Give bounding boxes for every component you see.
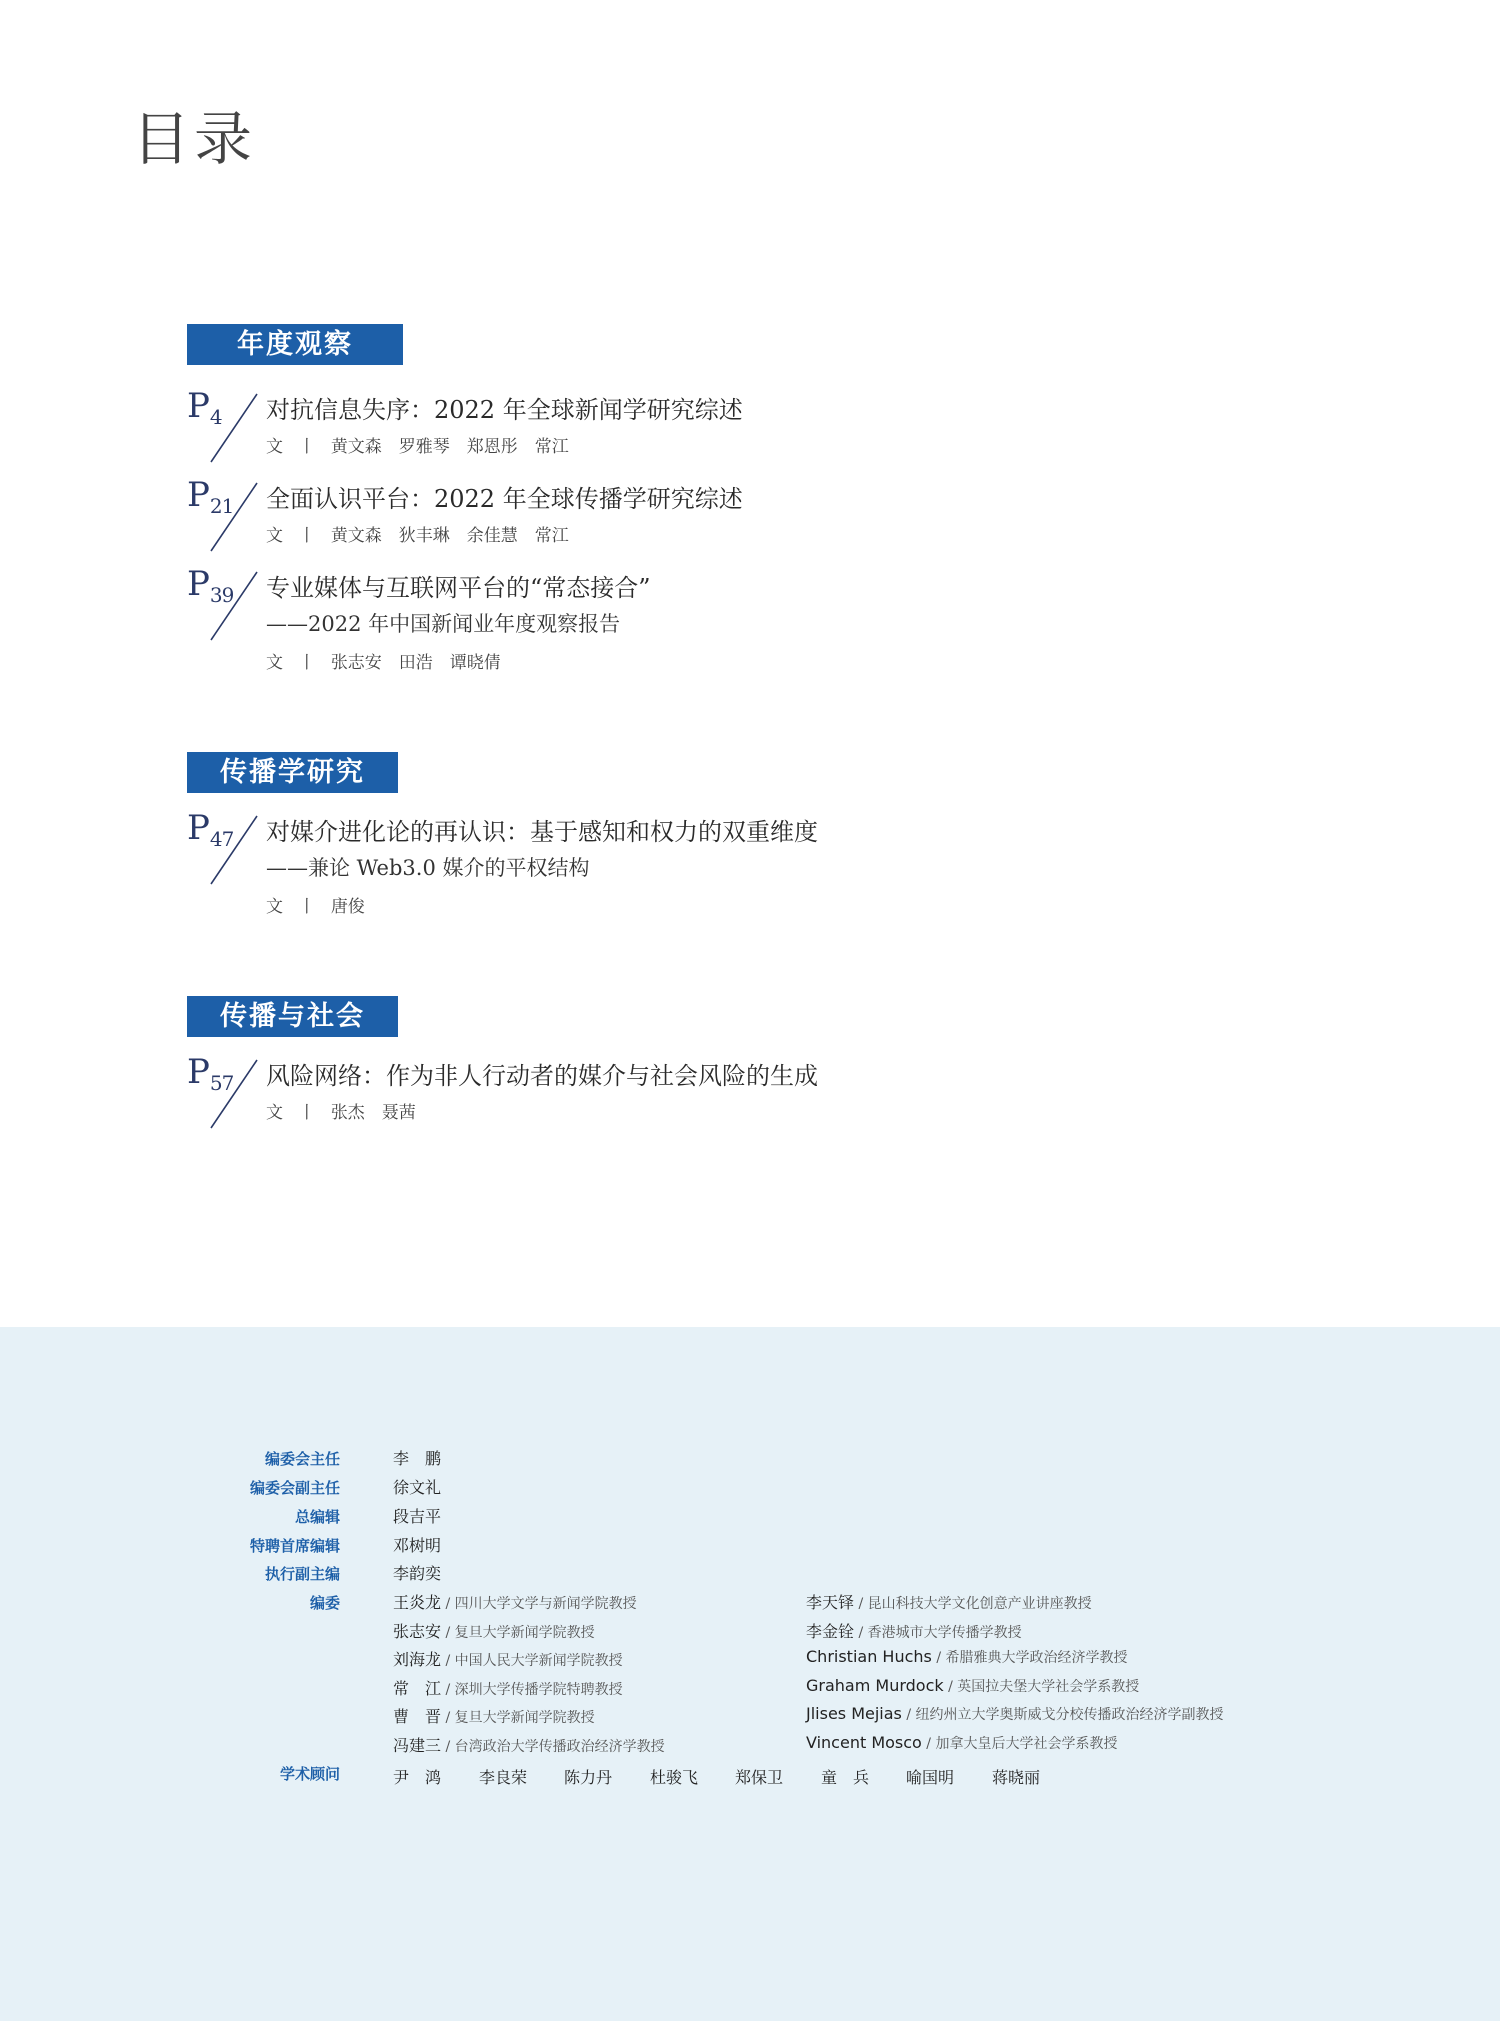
board-role: 学术顾问 — [279, 1765, 340, 1783]
slash-divider-icon — [207, 1058, 259, 1130]
entry-title[interactable]: 全面认识平台：2022 年全球传播学研究综述 — [266, 485, 743, 513]
entry-subtitle: ——2022 年中国新闻业年度观察报告 — [266, 612, 621, 636]
page-number: $P_{57}$ — [187, 1052, 234, 1095]
entry-authors: 文 丨 唐俊 — [266, 897, 365, 917]
board-role: 编委 — [309, 1594, 340, 1612]
board-role: 执行副主编 — [264, 1565, 340, 1583]
board-row — [0, 1533, 1500, 1559]
entry-title[interactable]: 风险网络：作为非人行动者的媒介与社会风险的生成 — [266, 1062, 818, 1090]
board-role: 编委会副主任 — [249, 1479, 340, 1497]
slash-divider-icon — [207, 570, 259, 642]
slash-divider-icon — [207, 814, 259, 886]
advisor-name: 杜骏飞 — [650, 1768, 699, 1787]
entry-authors: 文 丨 张杰 聂茜 — [266, 1103, 416, 1123]
editor-member: 刘海龙 / 中国人民大学新闻学院教授 — [393, 1650, 623, 1669]
section-tag-communication-society: 传播与社会 — [187, 996, 398, 1037]
editor-member: Graham Murdock / 英国拉夫堡大学社会学系教授 — [806, 1676, 1140, 1695]
advisor-name: 喻国明 — [906, 1768, 955, 1787]
page-number: $P_4$ — [187, 386, 222, 429]
board-row — [0, 1446, 1500, 1472]
editor-member: Vincent Mosco / 加拿大皇后大学社会学系教授 — [806, 1733, 1118, 1752]
board-row — [0, 1475, 1500, 1501]
entry-authors: 文 丨 黄文森 罗雅琴 郑恩彤 常江 — [266, 437, 569, 457]
page-number: $P_{21}$ — [187, 475, 234, 518]
board-row — [0, 1590, 1500, 1616]
entry-title[interactable]: 对抗信息失序：2022 年全球新闻学研究综述 — [266, 396, 743, 424]
board-name: 李韵奕 — [393, 1564, 442, 1583]
entry-authors: 文 丨 张志安 田浩 谭晓倩 — [266, 653, 501, 673]
board-role: 编委会主任 — [264, 1450, 340, 1468]
board-name: 邓树明 — [393, 1536, 442, 1555]
board-name: 李 鹏 — [393, 1449, 442, 1468]
slash-divider-icon — [207, 481, 259, 553]
board-name: 徐文礼 — [393, 1478, 442, 1497]
board-role: 特聘首席编辑 — [249, 1537, 340, 1555]
editor-member: 常 江 / 深圳大学传播学院特聘教授 — [393, 1679, 623, 1698]
slash-divider-icon — [207, 392, 259, 464]
advisor-name: 尹 鸿 — [393, 1768, 442, 1787]
advisor-name: 童 兵 — [821, 1768, 870, 1787]
board-row — [0, 1504, 1500, 1530]
board-role: 总编辑 — [294, 1508, 340, 1526]
section-tag-annual-observation: 年度观察 — [187, 324, 403, 365]
section-tag-communication-research: 传播学研究 — [187, 752, 398, 793]
editor-member: Christian Huchs / 希腊雅典大学政治经济学教授 — [806, 1647, 1128, 1666]
editor-member: 曹 晋 / 复旦大学新闻学院教授 — [393, 1707, 595, 1726]
editor-member: 张志安 / 复旦大学新闻学院教授 — [393, 1622, 595, 1641]
advisor-name: 陈力丹 — [564, 1768, 613, 1787]
board-row — [0, 1561, 1500, 1587]
page-number: $P_{47}$ — [187, 808, 234, 851]
entry-subtitle: ——兼论 Web3.0 媒介的平权结构 — [266, 856, 590, 880]
editor-member: 李天铎 / 昆山科技大学文化创意产业讲座教授 — [806, 1593, 1092, 1612]
advisor-name: 蒋晓丽 — [992, 1768, 1041, 1787]
entry-title[interactable]: 专业媒体与互联网平台的“常态接合” — [266, 574, 651, 602]
page-title: 目录 — [132, 105, 257, 173]
advisor-name: 李良荣 — [479, 1768, 528, 1787]
editor-member: 冯建三 / 台湾政治大学传播政治经济学教授 — [393, 1736, 665, 1755]
board-name: 段吉平 — [393, 1507, 442, 1526]
editorial-board — [0, 1327, 1500, 2021]
editor-member: 王炎龙 / 四川大学文学与新闻学院教授 — [393, 1593, 637, 1612]
editor-member: Jlises Mejias / 纽约州立大学奥斯威戈分校传播政治经济学副教授 — [806, 1704, 1224, 1723]
editor-member: 李金铨 / 香港城市大学传播学教授 — [806, 1622, 1022, 1641]
page-number: $P_{39}$ — [187, 564, 234, 607]
entry-title[interactable]: 对媒介进化论的再认识：基于感知和权力的双重维度 — [266, 818, 818, 846]
advisor-name: 郑保卫 — [735, 1768, 784, 1787]
entry-authors: 文 丨 黄文森 狄丰琳 余佳慧 常江 — [266, 526, 569, 546]
